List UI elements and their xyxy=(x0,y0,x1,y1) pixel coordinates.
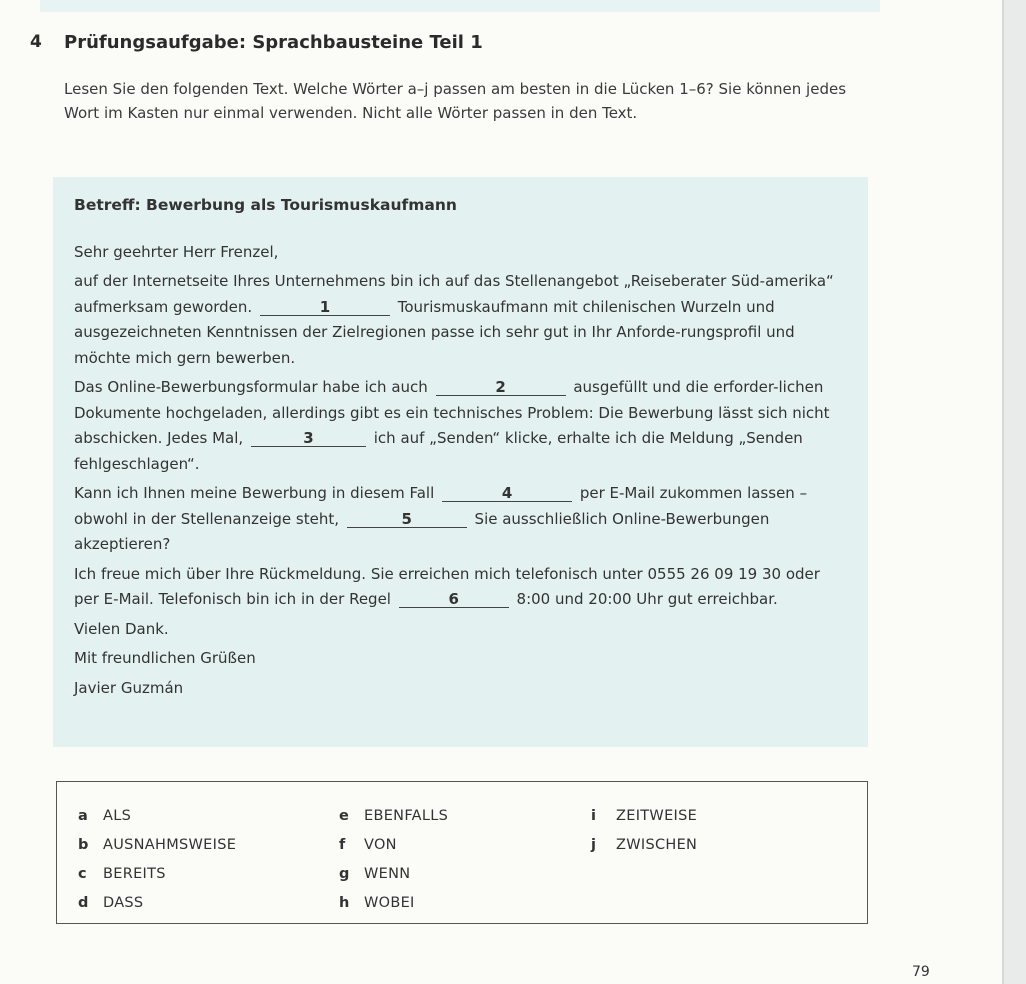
exercise-title: Prüfungsaufgabe: Sprachbausteine Teil 1 xyxy=(64,32,483,53)
word-option-j[interactable]: j ZWISCHEN xyxy=(591,837,698,853)
gap-3[interactable]: 3 xyxy=(251,428,366,447)
top-color-band xyxy=(40,0,880,12)
page-number: 79 xyxy=(912,964,930,980)
exercise-number: 4 xyxy=(30,32,42,52)
letter-greeting: Sehr geehrter Herr Frenzel, xyxy=(74,242,279,261)
word-column-3 xyxy=(591,802,697,860)
letter-signature: Javier Guzmán xyxy=(74,678,184,697)
letter-closing: Mit freundlichen Grüßen xyxy=(74,649,256,667)
letter-box xyxy=(53,177,868,747)
letter-paragraph-3: Kann ich Ihnen meine Bewerbung in diesem Fall 4 per E-Mail zukommen lassen – obwohl in der Stellenanzeige steht, 5 Sie ausschließlich Online-Bewerbungen akzeptieren? xyxy=(74,484,808,553)
letter-paragraph-1: auf der Internetseite Ihres Unternehmens bin ich auf das Stellenangebot „Reiseberater Süd-amerika“ aufmerksam geworden. 1 Tourismuskaufmann mit chilenischen Wurzeln und ausgezeichneten Kenntnissen der Zielregionen passe ich sehr gut in Ihr Anforde-rungsprofil und möchte mich gern bewerben. xyxy=(74,272,834,367)
letter-paragraph-2: Das Online-Bewerbungsformular habe ich auch 2 ausgefüllt und die erforder-lichen Dokumente hochgeladen, allerdings gibt es ein technisches Problem: Die Bewerbung lässt sich nicht abschicken. Jedes Mal, 3 ich auf „Senden“ klicke, erhalte ich die Meldung „Senden fehlgeschlagen“. xyxy=(74,378,830,473)
word-option-i[interactable]: i ZEITWEISE xyxy=(591,808,698,824)
gap-2[interactable]: 2 xyxy=(436,377,566,396)
gap-4[interactable]: 4 xyxy=(442,483,572,502)
word-option-g[interactable]: g WENN xyxy=(339,866,411,882)
gap-6[interactable]: 6 xyxy=(399,589,509,608)
gap-5[interactable]: 5 xyxy=(347,509,467,528)
word-option-c[interactable]: c BEREITS xyxy=(78,866,166,882)
word-column-1 xyxy=(78,802,236,918)
word-box xyxy=(56,781,868,924)
word-column-2 xyxy=(339,802,448,918)
word-option-f[interactable]: f VON xyxy=(339,837,397,853)
page-edge xyxy=(1002,0,1026,984)
letter-thanks: Vielen Dank. xyxy=(74,619,169,638)
gap-1[interactable]: 1 xyxy=(260,297,390,316)
word-option-a[interactable]: a ALS xyxy=(78,808,132,824)
word-option-d[interactable]: d DASS xyxy=(78,895,144,911)
exercise-instructions: Lesen Sie den folgenden Text. Welche Wörter a–j passen am besten in die Lücken 1–6? Sie können jedes Wort im Kasten nur einmal verwenden. Nicht alle Wörter passen in den Text. xyxy=(64,80,847,122)
letter-subject: Betreff: Bewerbung als Tourismuskaufmann xyxy=(74,196,457,214)
word-option-h[interactable]: h WOBEI xyxy=(339,895,415,911)
word-option-b[interactable]: b AUSNAHMSWEISE xyxy=(78,837,237,853)
word-option-e[interactable]: e EBENFALLS xyxy=(339,808,449,824)
letter-paragraph-4: Ich freue mich über Ihre Rückmeldung. Sie erreichen mich telefonisch unter 0555 26 09 19 30 oder per E-Mail. Telefonisch bin ich in der Regel 6 8:00 und 20:00 Uhr gut erreichbar. xyxy=(74,564,820,608)
